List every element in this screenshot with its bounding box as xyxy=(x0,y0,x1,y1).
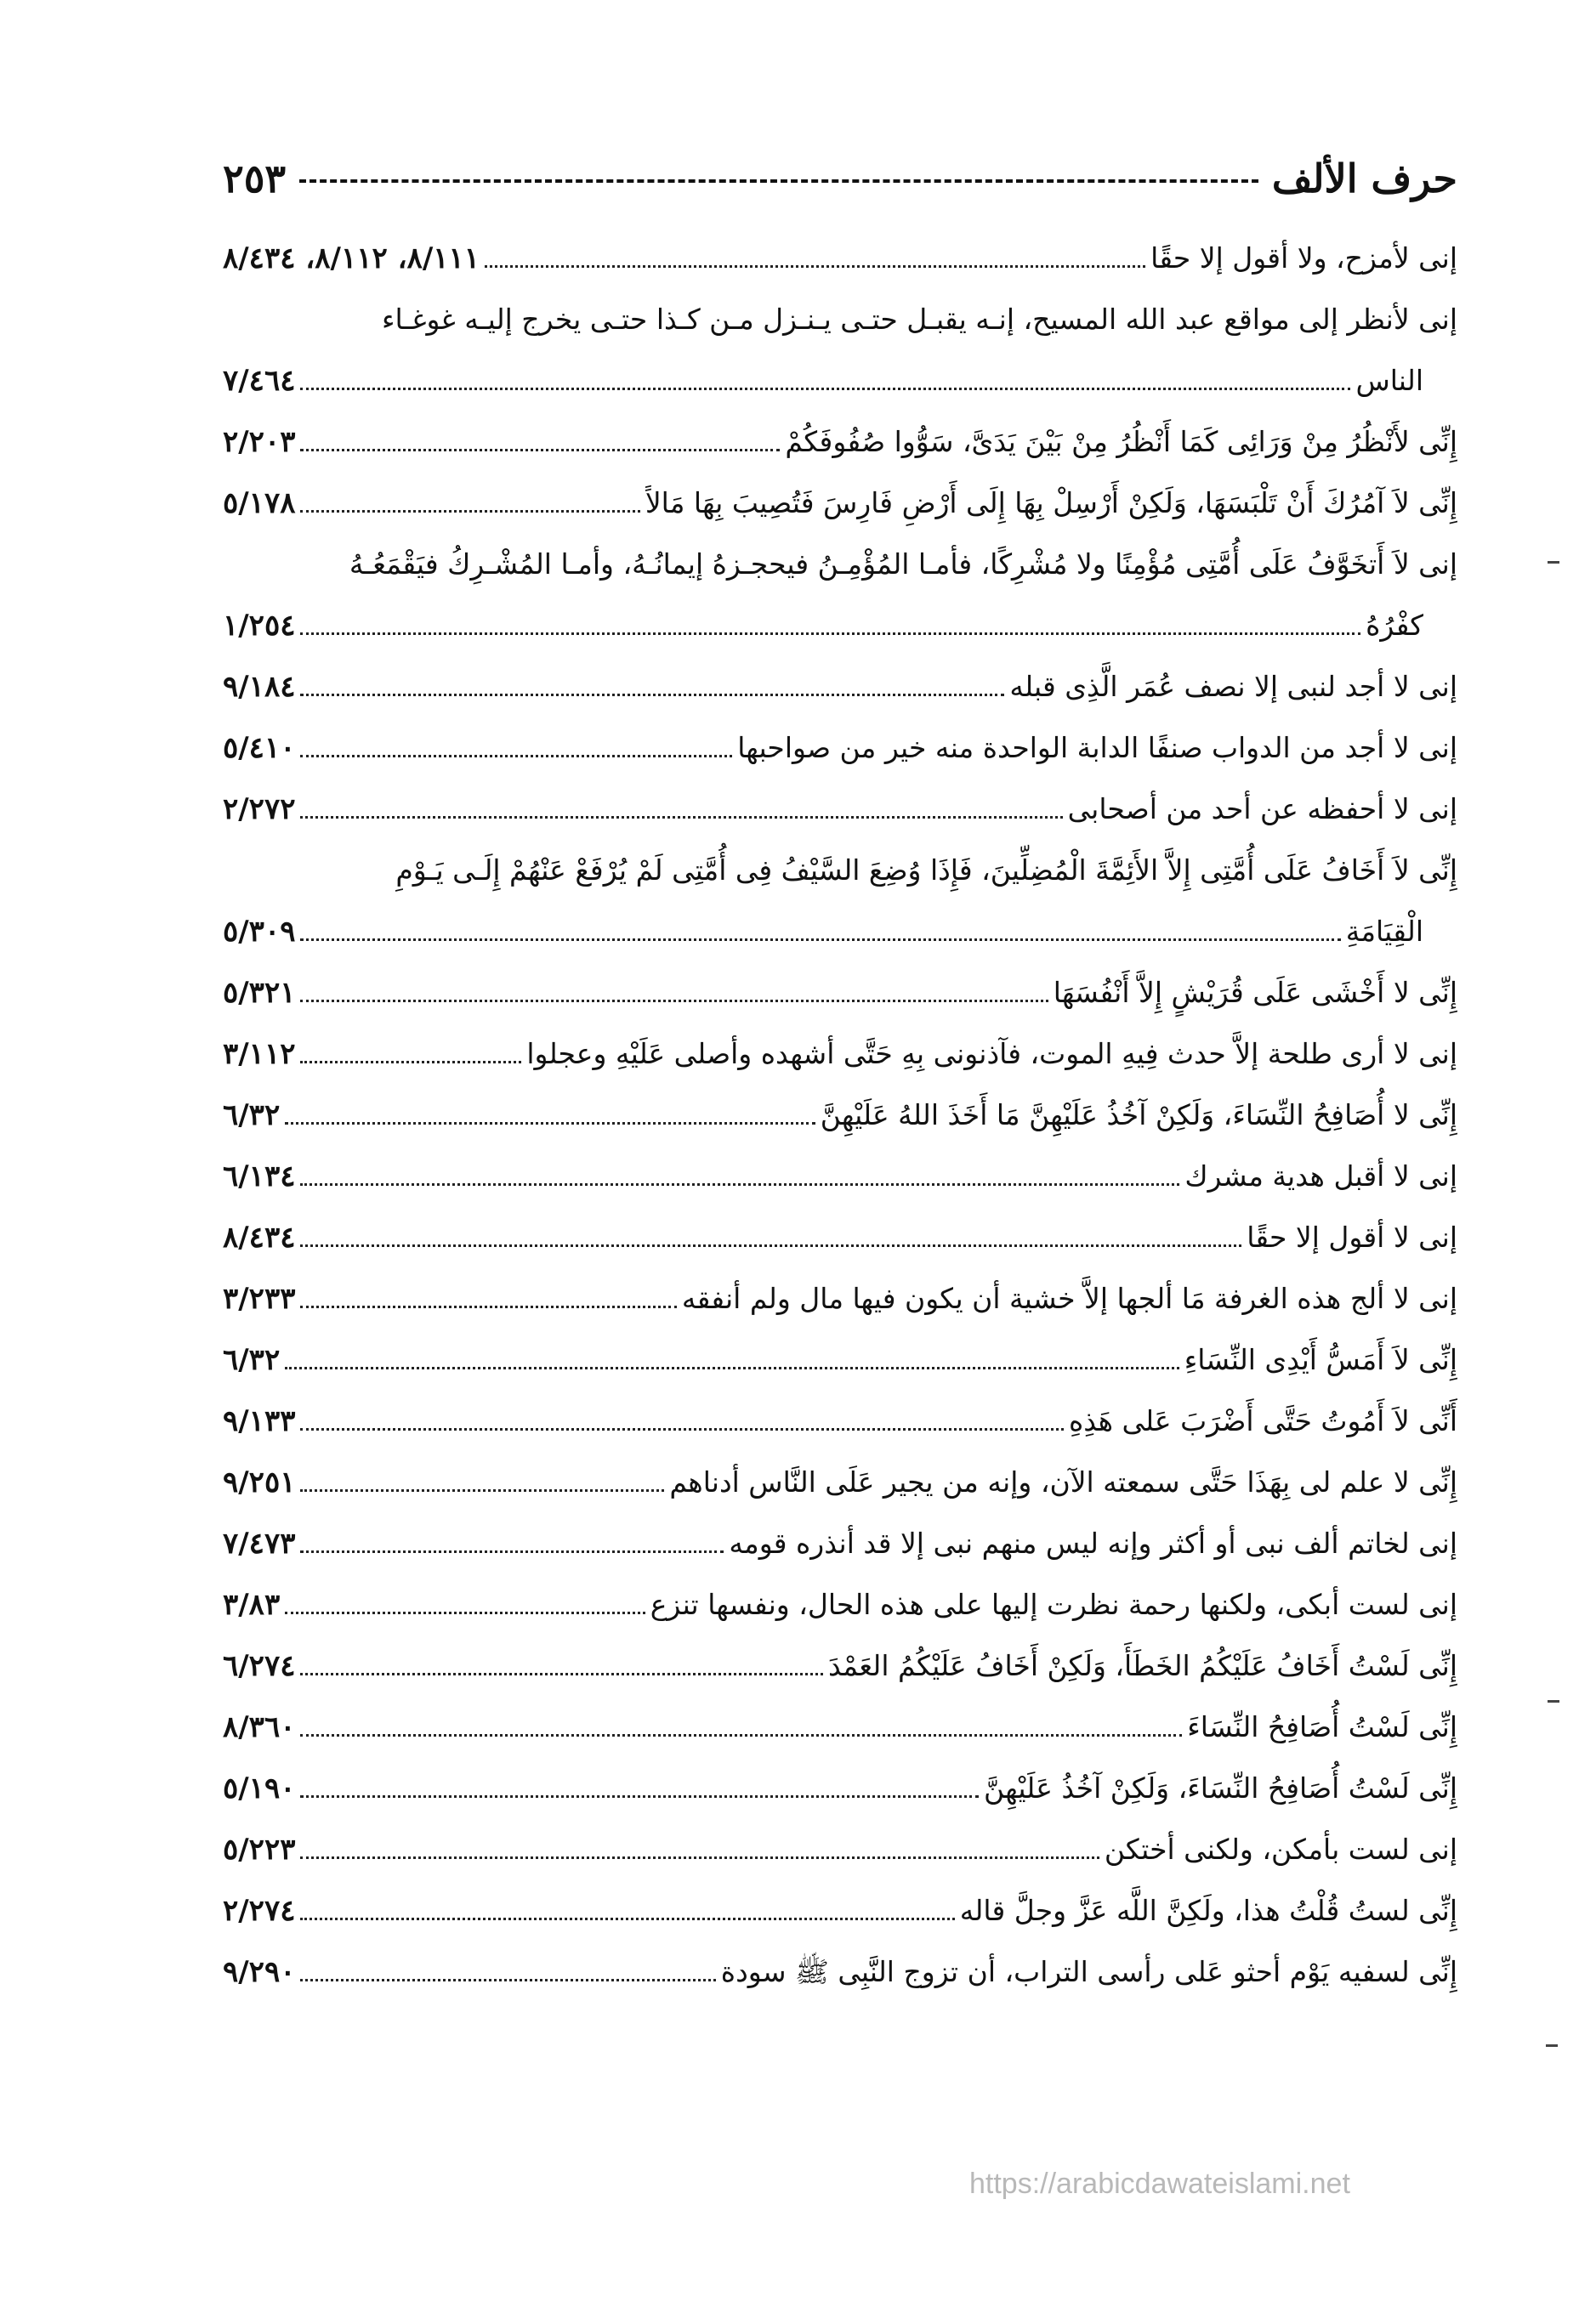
dot-leader xyxy=(285,1367,1179,1369)
volume-page-ref: ٩/١٣٣ xyxy=(223,1404,296,1438)
entry-line xyxy=(223,1023,1457,1085)
volume-page-ref: ٥/٢٢٣ xyxy=(223,1833,296,1867)
page-number: ٢٥٣ xyxy=(223,156,287,201)
index-entry xyxy=(223,289,1457,411)
hadith-text: إِنِّى لَسْتُ أُصَافِحُ النِّسَاءَ xyxy=(1187,1710,1457,1743)
dot-leader xyxy=(300,1183,1179,1186)
entry-line xyxy=(223,717,1457,779)
entry-line xyxy=(223,1085,1457,1146)
hadith-text: إنى لا أحفظه عن أحد من أصحابى xyxy=(1067,792,1457,825)
index-entry xyxy=(223,656,1457,717)
dot-leader xyxy=(485,265,1145,268)
hadith-text: إنى لا ألج هذه الغرفة مَا ألجها إلاَّ خشية أن يكون فيها مال ولم أنفقه xyxy=(681,1282,1457,1315)
volume-page-ref: ٥/٣٠٩ xyxy=(223,915,296,949)
dot-leader xyxy=(300,1061,521,1063)
volume-page-ref: ٧/٤٦٤ xyxy=(223,364,296,398)
index-entry xyxy=(223,411,1457,473)
entry-line xyxy=(223,289,1457,350)
hadith-text: إِنِّى لاَ أَخَافُ عَلَى أُمَّتِى إِلاَّ الأَئِمَّةَ الْمُضِلِّينَ، فَإِذَا وُضِعَ السَّيْفُ فِى أُمَّتِى لَمْ يُرْفَعْ عَنْهُمْ إِلَـى يَـوْمِ xyxy=(395,853,1457,887)
dot-leader xyxy=(300,1000,1048,1002)
hadith-text: إِنِّى لأَنْظُرُ مِنْ وَرَائِى كَمَا أَنْظُرُ مِنْ بَيْنَ يَدَىَّ، سَوُّوا صُفُوفَكُمْ xyxy=(785,425,1457,458)
index-entry xyxy=(223,228,1457,289)
dot-leader xyxy=(300,938,1340,941)
dot-leader xyxy=(285,1612,645,1614)
index-entry xyxy=(223,840,1457,962)
entry-line-continued xyxy=(223,901,1457,962)
volume-page-ref: ٥/٣٢١ xyxy=(223,976,296,1010)
entry-line xyxy=(223,1391,1457,1452)
hadith-text: إنى لا أجد من الدواب صنفًا الدابة الواحدة منه خير من صواحبها xyxy=(737,731,1457,764)
volume-page-ref: ٩/١٨٤ xyxy=(223,670,296,704)
hadith-text-continued: الْقِيَامَةِ xyxy=(1345,915,1423,948)
index-entry xyxy=(223,1880,1457,1941)
hadith-text: إنى لا أجد لنبى إلا نصف عُمَر الَّذِى قبله xyxy=(1009,670,1457,703)
document-page xyxy=(223,145,1457,2236)
entry-line xyxy=(223,1880,1457,1941)
volume-page-ref: ٢/٢٧٤ xyxy=(223,1894,296,1928)
dot-leader xyxy=(300,816,1062,819)
hadith-text: إِنِّى لسفيه يَوْم أحثو عَلى رأسى التراب، أن تزوج النَّبِى ﷺ سودة xyxy=(720,1955,1457,1988)
dot-leader xyxy=(300,1795,979,1798)
hadith-text: إنى لا أقول إلا حقًا xyxy=(1247,1221,1457,1254)
entry-line xyxy=(223,656,1457,717)
index-entry xyxy=(223,1697,1457,1758)
hadith-index-list xyxy=(223,228,1457,2179)
scan-mark xyxy=(1548,1700,1559,1703)
entry-line xyxy=(223,1635,1457,1697)
entry-line xyxy=(223,962,1457,1023)
volume-page-ref: ٩/٢٩٠ xyxy=(223,1955,296,1989)
entry-line xyxy=(223,1574,1457,1635)
hadith-text-continued: كفْرُهُ xyxy=(1366,609,1423,642)
index-entry xyxy=(223,473,1457,534)
volume-page-ref: ٨/١١١، ٨/١١٢، ٨/٤٣٤ xyxy=(223,241,480,275)
volume-page-ref: ٨/٣٦٠ xyxy=(223,1710,296,1744)
header-rule xyxy=(299,179,1258,183)
entry-line xyxy=(223,840,1457,901)
hadith-text: إِنِّى لا أُصَافِحُ النِّسَاءَ، وَلَكِنْ آخُذُ عَلَيْهِنَّ مَا أَخَذَ اللهُ عَلَيْهِنَّ xyxy=(820,1098,1457,1131)
index-entry xyxy=(223,1023,1457,1085)
index-entry xyxy=(223,1941,1457,2003)
hadith-text: إنى لأمزح، ولا أقول إلا حقًا xyxy=(1150,241,1457,275)
entry-line xyxy=(223,1207,1457,1268)
index-entry xyxy=(223,1574,1457,1635)
scan-mark xyxy=(1548,561,1559,564)
volume-page-ref: ٢/٢٧٢ xyxy=(223,792,296,826)
volume-page-ref: ٢/٢٠٣ xyxy=(223,425,296,459)
hadith-text: إِنِّى لستُ قُلْتُ هذا، ولَكِنَّ اللَّه عَزَّ وجلَّ قاله xyxy=(959,1894,1457,1927)
entry-line xyxy=(223,779,1457,840)
hadith-text: إِنِّى لاَ آمُرُكَ أَنْ تَلْبَسَهَا، وَلَكِنْ أَرْسِلْ بِهَا إِلَى أَرْضِ فَارِسَ فَتُصِيبَ بِهَا مَالاً xyxy=(645,486,1457,519)
volume-page-ref: ٣/٢٣٣ xyxy=(223,1282,296,1316)
entry-line xyxy=(223,1941,1457,2003)
hadith-text: إنى لست أبكى، ولكنها رحمة نظرت إليها على هذه الحال، ونفسها تنزع xyxy=(650,1588,1457,1621)
hadith-text: أَنِّى لاَ أَمُوتُ حَتَّى أَضْرَبَ عَلى هَذِهِ xyxy=(1068,1404,1457,1437)
dot-leader xyxy=(300,755,732,757)
dot-leader xyxy=(300,1856,1099,1859)
dot-leader xyxy=(300,1918,954,1920)
index-entry xyxy=(223,1819,1457,1880)
entry-line-continued xyxy=(223,350,1457,411)
dot-leader xyxy=(300,1428,1063,1431)
hadith-text: إِنِّى لاَ أَمَسُّ أَيْدِى النِّسَاءِ xyxy=(1184,1343,1457,1376)
dot-leader xyxy=(300,1550,724,1553)
entry-line xyxy=(223,534,1457,595)
dot-leader xyxy=(300,632,1360,635)
hadith-text: إِنِّى لا أَخْشَى عَلَى قُرَيْشٍ إِلاَّ أَنْفُسَهَا xyxy=(1053,976,1457,1009)
dot-leader xyxy=(300,1673,822,1675)
index-entry xyxy=(223,1452,1457,1513)
entry-line xyxy=(223,411,1457,473)
dot-leader xyxy=(300,1734,1182,1737)
index-entry xyxy=(223,1268,1457,1329)
entry-line xyxy=(223,1146,1457,1207)
index-entry xyxy=(223,1513,1457,1574)
dot-leader xyxy=(300,1979,715,1981)
hadith-text: إِنِّى لَسْتُ أَخَافُ عَلَيْكُمُ الخَطَأَ، وَلَكِنْ أَخَافُ عَلَيْكُمُ العَمْدَ xyxy=(827,1649,1457,1682)
entry-line xyxy=(223,1268,1457,1329)
entry-line xyxy=(223,1697,1457,1758)
hadith-text: إنى لخاتم ألف نبى أو أكثر وإنه ليس منهم نبى إلا قد أنذره قومه xyxy=(729,1527,1457,1560)
index-entry xyxy=(223,1758,1457,1819)
scan-mark xyxy=(1546,2044,1558,2047)
dot-leader xyxy=(300,388,1350,390)
index-entry xyxy=(223,1146,1457,1207)
index-entry xyxy=(223,1085,1457,1146)
chapter-title: حرف الألف xyxy=(1271,156,1457,201)
watermark-url: https://arabicdawateislami.net xyxy=(969,2168,1350,2200)
volume-page-ref: ٦/٣٢ xyxy=(223,1098,281,1132)
volume-page-ref: ٩/٢٥١ xyxy=(223,1465,296,1499)
index-entry xyxy=(223,717,1457,779)
hadith-text: إنى لاَ أَتخَوَّفُ عَلَى أُمَّتِى مُؤْمِنًا ولا مُشْرِكًا، فأمـا المُؤْمِـنُ فيحجـزهُ إيمانُـهُ، وأمـا المُشْـرِكُ فيَقْمَعُـهُ xyxy=(349,547,1457,581)
page-header xyxy=(223,145,1457,213)
index-entry xyxy=(223,1391,1457,1452)
dot-leader xyxy=(300,1244,1241,1247)
entry-line xyxy=(223,1513,1457,1574)
index-entry xyxy=(223,1329,1457,1391)
index-entry xyxy=(223,1635,1457,1697)
volume-page-ref: ٣/١١٢ xyxy=(223,1037,296,1071)
entry-line xyxy=(223,1452,1457,1513)
entry-line xyxy=(223,473,1457,534)
hadith-text: إنى لست بأمكن، ولكنى أختكن xyxy=(1104,1833,1457,1866)
index-entry xyxy=(223,534,1457,656)
volume-page-ref: ٨/٤٣٤ xyxy=(223,1221,296,1255)
entry-line xyxy=(223,1758,1457,1819)
hadith-text: إِنِّى لا علم لى بِهَذَا حَتَّى سمعته الآن، وإنه من يجير عَلَى النَّاس أدناهم xyxy=(669,1465,1457,1499)
dot-leader xyxy=(285,1122,815,1125)
volume-page-ref: ٥/١٩٠ xyxy=(223,1771,296,1805)
hadith-text: إنى لأنظر إلى مواقع عبد الله المسيح، إنـه يقبـل حتـى يـنـزل مـن كـذا حتـى يخرج إليـه غوغـاء xyxy=(381,303,1457,336)
index-entry xyxy=(223,962,1457,1023)
index-entry xyxy=(223,1207,1457,1268)
volume-page-ref: ٥/٤١٠ xyxy=(223,731,296,765)
dot-leader xyxy=(300,1489,664,1492)
volume-page-ref: ٦/٢٧٤ xyxy=(223,1649,296,1683)
entry-line-continued xyxy=(223,595,1457,656)
dot-leader xyxy=(300,1306,676,1308)
volume-page-ref: ١/٢٥٤ xyxy=(223,609,296,643)
hadith-text: إنى لا أرى طلحة إلاَّ حدث فِيهِ الموت، فآذنونى بِهِ حَتَّى أشهده وأصلى عَلَيْهِ وعجلوا xyxy=(526,1037,1457,1070)
entry-line xyxy=(223,1819,1457,1880)
entry-line xyxy=(223,1329,1457,1391)
hadith-text: إِنِّى لَسْتُ أُصَافِحُ النِّسَاءَ، وَلَكِنْ آخُذُ عَلَيْهِنَّ xyxy=(984,1771,1457,1805)
volume-page-ref: ٦/٣٢ xyxy=(223,1343,281,1377)
index-entry xyxy=(223,779,1457,840)
volume-page-ref: ٦/١٣٤ xyxy=(223,1159,296,1193)
hadith-text: إنى لا أقبل هدية مشرك xyxy=(1184,1159,1457,1193)
dot-leader xyxy=(300,510,639,513)
dot-leader xyxy=(300,694,1004,696)
hadith-text-continued: الناس xyxy=(1355,364,1423,397)
volume-page-ref: ٥/١٧٨ xyxy=(223,486,296,520)
entry-line xyxy=(223,228,1457,289)
dot-leader xyxy=(300,449,780,451)
volume-page-ref: ٧/٤٧٣ xyxy=(223,1527,296,1561)
volume-page-ref: ٣/٨٣ xyxy=(223,1588,281,1622)
